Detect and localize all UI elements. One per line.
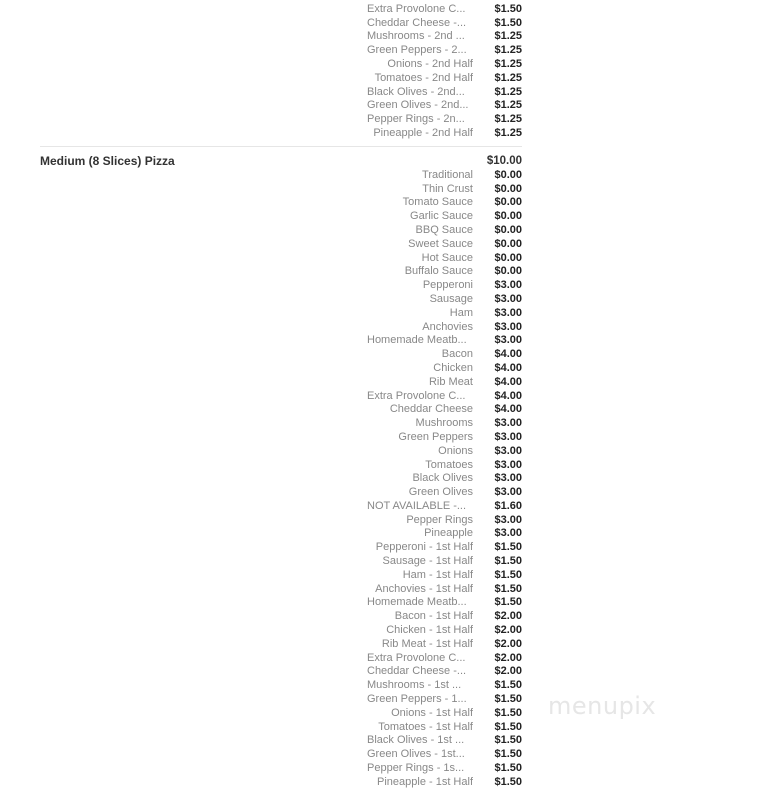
option-row	[0, 390, 782, 404]
option-label: Pepper Rings	[406, 513, 473, 526]
option-label: Mushrooms	[415, 417, 473, 430]
option-row	[0, 17, 782, 31]
option-row	[0, 679, 782, 693]
option-row	[0, 431, 782, 445]
option-price: $0.00	[494, 210, 522, 223]
option-price: $1.50	[494, 720, 522, 733]
option-price: $3.00	[494, 527, 522, 540]
option-row	[0, 610, 782, 624]
option-label: Tomatoes - 1st Half	[378, 720, 473, 733]
option-row	[0, 86, 782, 100]
option-row	[0, 293, 782, 307]
option-label: Cheddar Cheese -...	[367, 665, 467, 678]
option-price: $0.00	[494, 182, 522, 195]
option-label: Green Peppers	[398, 430, 473, 443]
option-price: $1.50	[494, 679, 522, 692]
option-price: $1.50	[494, 582, 522, 595]
option-row	[0, 334, 782, 348]
option-price: $1.50	[494, 596, 522, 609]
option-row	[0, 776, 782, 790]
option-row	[0, 748, 782, 762]
option-row	[0, 486, 782, 500]
option-label: Rib Meat	[428, 375, 473, 388]
option-price: $1.50	[494, 693, 522, 706]
option-row	[0, 210, 782, 224]
option-label: Buffalo Sauce	[404, 265, 473, 278]
option-row	[0, 348, 782, 362]
option-price: $3.00	[494, 513, 522, 526]
option-row	[0, 362, 782, 376]
option-price: $3.00	[494, 279, 522, 292]
option-label: Anchovies - 1st Half	[375, 582, 473, 595]
option-row	[0, 707, 782, 721]
option-row	[0, 44, 782, 58]
option-row	[0, 734, 782, 748]
option-price: $1.50	[494, 706, 522, 719]
option-label: Green Olives	[408, 486, 473, 499]
option-label: Pepper Rings - 1s...	[367, 762, 465, 775]
option-row	[0, 527, 782, 541]
option-price: $2.00	[494, 665, 522, 678]
option-price: $1.50	[494, 762, 522, 775]
option-label: Homemade Meatb...	[367, 596, 467, 609]
option-row	[0, 196, 782, 210]
option-price: $0.00	[494, 237, 522, 250]
option-row	[0, 583, 782, 597]
option-label: Black Olives - 2nd...	[367, 85, 465, 98]
option-row	[0, 376, 782, 390]
option-label: Ham	[449, 306, 473, 319]
option-price: $4.00	[494, 348, 522, 361]
option-label: Pepper Rings - 2n...	[367, 113, 465, 126]
option-label: Tomato Sauce	[402, 196, 473, 209]
option-label: Homemade Meatb...	[367, 334, 467, 347]
option-price: $1.50	[494, 568, 522, 581]
option-row	[0, 307, 782, 321]
option-row	[0, 541, 782, 555]
option-row	[0, 224, 782, 238]
option-label: Cheddar Cheese -...	[367, 16, 467, 29]
option-label: Traditional	[422, 168, 473, 181]
option-label: Pineapple - 2nd Half	[373, 126, 473, 139]
option-price: $4.00	[494, 389, 522, 402]
option-row	[0, 72, 782, 86]
option-label: Bacon - 1st Half	[394, 610, 473, 623]
section-base-price: $10.00	[486, 154, 522, 167]
option-label: Rib Meat - 1st Half	[381, 637, 473, 650]
option-label: Tomatoes	[425, 458, 473, 471]
option-label: Sweet Sauce	[408, 237, 473, 250]
option-label: Thin Crust	[422, 182, 473, 195]
option-price: $3.00	[494, 292, 522, 305]
option-row	[0, 99, 782, 113]
option-row	[0, 252, 782, 266]
option-price: $2.00	[494, 624, 522, 637]
option-row	[0, 569, 782, 583]
option-price: $3.00	[494, 334, 522, 347]
option-label: Cheddar Cheese	[389, 403, 473, 416]
option-label: Bacon	[441, 348, 473, 361]
option-row	[0, 169, 782, 183]
option-label: BBQ Sauce	[415, 223, 473, 236]
option-label: Chicken - 1st Half	[386, 624, 473, 637]
option-row	[0, 58, 782, 72]
option-row	[0, 459, 782, 473]
option-row	[0, 596, 782, 610]
option-price: $0.00	[494, 223, 522, 236]
option-row	[0, 652, 782, 666]
option-price: $0.00	[494, 251, 522, 264]
option-label: NOT AVAILABLE -...	[367, 499, 467, 512]
option-row	[0, 472, 782, 486]
menupix-watermark: menupix	[548, 692, 657, 720]
option-price: $1.25	[494, 85, 522, 98]
option-label: Extra Provolone C...	[367, 2, 466, 15]
option-label: Chicken	[433, 361, 473, 374]
option-row	[0, 638, 782, 652]
option-price: $1.60	[494, 499, 522, 512]
option-label: Pepperoni - 1st Half	[375, 541, 473, 554]
option-label: Extra Provolone C...	[367, 651, 466, 664]
option-row	[0, 514, 782, 528]
option-row	[0, 665, 782, 679]
option-price: $3.00	[494, 472, 522, 485]
option-label: Tomatoes - 2nd Half	[374, 71, 473, 84]
option-label: Ham - 1st Half	[402, 568, 473, 581]
option-price: $3.00	[494, 486, 522, 499]
option-label: Mushrooms - 2nd ...	[367, 30, 465, 43]
option-row	[0, 183, 782, 197]
option-price: $1.50	[494, 748, 522, 761]
option-label: Green Olives - 1st...	[367, 748, 465, 761]
option-price: $0.00	[494, 196, 522, 209]
option-row	[0, 417, 782, 431]
option-label: Black Olives	[412, 472, 473, 485]
option-label: Onions - 2nd Half	[387, 57, 473, 70]
option-price: $0.00	[494, 265, 522, 278]
option-row	[0, 127, 782, 141]
option-row	[0, 500, 782, 514]
option-row	[0, 321, 782, 335]
option-price: $4.00	[494, 375, 522, 388]
option-price: $3.00	[494, 430, 522, 443]
option-price: $1.50	[494, 541, 522, 554]
option-price: $1.50	[494, 16, 522, 29]
option-row	[0, 693, 782, 707]
section-header	[0, 153, 782, 169]
option-price: $2.00	[494, 610, 522, 623]
section-options	[0, 169, 782, 790]
section-title: Medium (8 Slices) Pizza	[40, 153, 175, 168]
option-price: $1.25	[494, 57, 522, 70]
section-divider	[40, 146, 522, 147]
option-price: $3.00	[494, 444, 522, 457]
option-label: Anchovies	[422, 320, 473, 333]
option-price: $1.25	[494, 113, 522, 126]
option-row	[0, 403, 782, 417]
option-price: $1.50	[494, 734, 522, 747]
option-label: Onions - 1st Half	[391, 706, 473, 719]
option-label: Black Olives - 1st ...	[367, 734, 465, 747]
option-label: Mushrooms - 1st ...	[367, 679, 462, 692]
option-price: $1.25	[494, 126, 522, 139]
option-label: Extra Provolone C...	[367, 389, 466, 402]
option-label: Green Peppers - 1...	[367, 693, 467, 706]
option-price: $1.25	[494, 71, 522, 84]
option-label: Pineapple	[424, 527, 473, 540]
option-row	[0, 113, 782, 127]
option-price: $1.25	[494, 44, 522, 57]
option-row	[0, 721, 782, 735]
option-label: Garlic Sauce	[410, 210, 473, 223]
option-row	[0, 555, 782, 569]
option-label: Pepperoni	[422, 279, 473, 292]
option-row	[0, 279, 782, 293]
option-price: $4.00	[494, 403, 522, 416]
option-label: Pineapple - 1st Half	[377, 775, 473, 788]
option-row	[0, 762, 782, 776]
option-price: $1.25	[494, 30, 522, 43]
option-price: $3.00	[494, 320, 522, 333]
option-row	[0, 265, 782, 279]
option-price: $3.00	[494, 458, 522, 471]
previous-section-options	[0, 0, 782, 141]
option-label: Sausage - 1st Half	[382, 555, 473, 568]
option-price: $0.00	[494, 168, 522, 181]
option-price: $2.00	[494, 651, 522, 664]
option-label: Green Peppers - 2...	[367, 44, 467, 57]
option-price: $1.50	[494, 555, 522, 568]
option-label: Hot Sauce	[421, 251, 473, 264]
option-row	[0, 30, 782, 44]
option-row	[0, 3, 782, 17]
option-label: Sausage	[429, 292, 473, 305]
option-price: $1.50	[494, 2, 522, 15]
option-row	[0, 445, 782, 459]
option-label: Green Olives - 2nd...	[367, 99, 469, 112]
option-price: $1.50	[494, 775, 522, 788]
option-price: $1.25	[494, 99, 522, 112]
option-price: $3.00	[494, 417, 522, 430]
option-price: $3.00	[494, 306, 522, 319]
option-label: Onions	[438, 444, 473, 457]
option-price: $2.00	[494, 637, 522, 650]
option-row	[0, 238, 782, 252]
option-row	[0, 624, 782, 638]
option-price: $4.00	[494, 361, 522, 374]
